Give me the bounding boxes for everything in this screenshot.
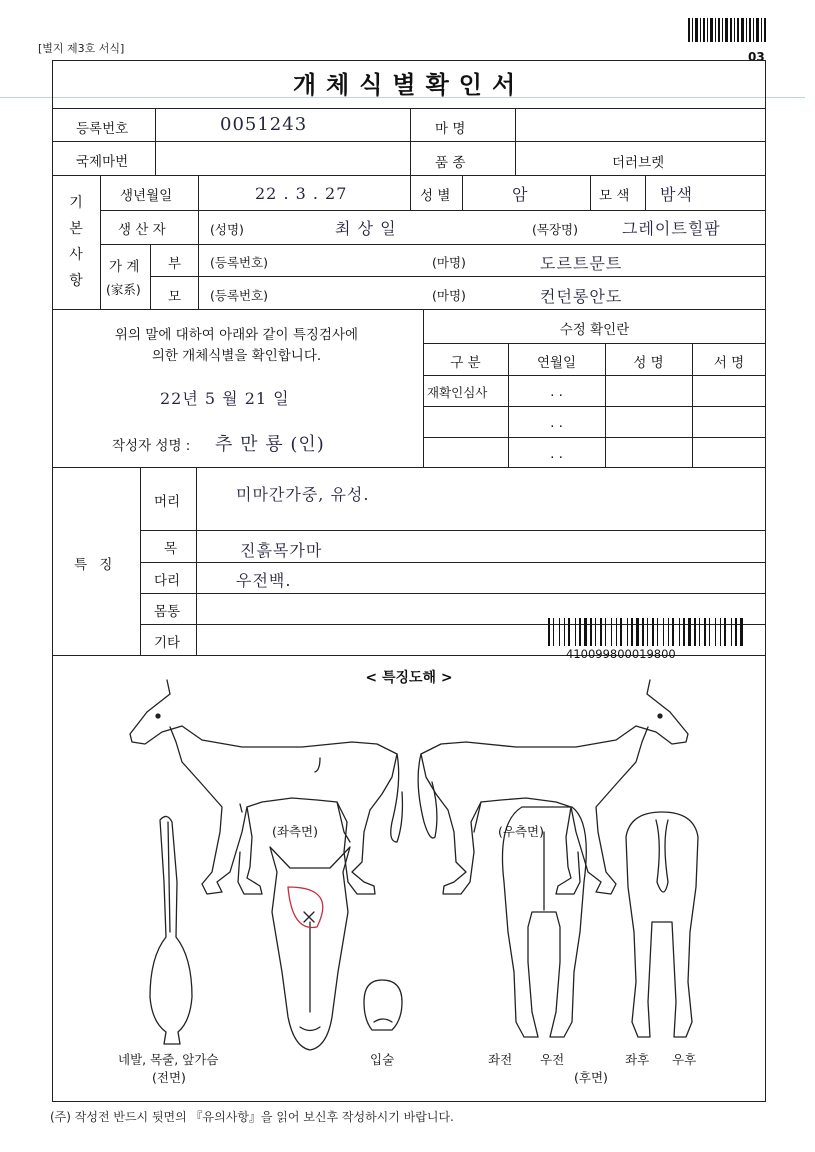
basic-section-label: 기 본 사 항 [69, 195, 83, 289]
producer-name-label: (성명) [210, 222, 244, 237]
reg-no-label: 등록번호 [76, 121, 129, 137]
producer-label: 생 산 자 [118, 222, 166, 238]
diagram-title: < 특징도해 > [365, 670, 453, 686]
col-sign: 서 명 [713, 355, 745, 371]
sire-label: 부 [168, 256, 182, 272]
confirmation-date[interactable]: 22년 5 월 21 일 [160, 389, 290, 408]
horse-name-label: 마 명 [435, 121, 466, 137]
pedigree-label: 가 계 [109, 259, 140, 275]
rule [196, 467, 197, 655]
sire-name-value[interactable]: 도르트문트 [540, 254, 623, 273]
farm-label: (목장명) [532, 222, 578, 237]
dam-label: 모 [168, 289, 182, 305]
sire-reg-label: (등록번호) [210, 255, 269, 270]
hind-view-drawing [626, 812, 698, 1037]
hind-right-label: 우후 [672, 1052, 697, 1067]
rule [198, 210, 199, 244]
rule [52, 309, 766, 310]
reinspection-label: 재확인심사 [427, 385, 488, 400]
rule [423, 437, 766, 438]
revision-date-1[interactable]: . . [550, 384, 563, 400]
rule [515, 108, 516, 175]
producer-name-value[interactable]: 최 상 일 [335, 219, 397, 238]
rule [410, 175, 411, 210]
rule [462, 175, 463, 210]
neck-label: 목 [164, 541, 178, 557]
document-title: 개체식별확인서 [292, 71, 526, 99]
front-label: (전면) [152, 1070, 186, 1085]
revision-title: 수정 확인란 [559, 322, 630, 338]
sex-label: 성 별 [420, 188, 451, 204]
color-label: 모 색 [599, 188, 630, 204]
birth-value[interactable]: 22 . 3 . 27 [255, 184, 348, 203]
rule [140, 593, 766, 594]
color-value[interactable]: 밤색 [660, 185, 693, 204]
farm-value[interactable]: 그레이트힐팜 [622, 219, 721, 238]
head-front-drawing [270, 847, 350, 1050]
sex-value[interactable]: 암 [512, 185, 529, 204]
right-side-label: (우측면) [498, 824, 544, 839]
form-barcode [548, 618, 748, 646]
front-parts-label: 네발, 목줄, 앞가슴 [118, 1052, 219, 1067]
lips-drawing [364, 980, 402, 1030]
rule [423, 343, 766, 344]
col-name: 성 명 [633, 355, 664, 371]
rule [52, 108, 766, 109]
head-value[interactable]: 미마간가중, 유성. [236, 485, 370, 504]
rule [410, 108, 411, 175]
rule [52, 467, 766, 468]
page-number: 03 [748, 50, 765, 64]
rule [52, 175, 766, 176]
author-label: 작성자 성명 : [112, 438, 191, 454]
rule [198, 175, 199, 210]
front-right-label: 우전 [540, 1052, 565, 1067]
legs-label: 다리 [154, 573, 181, 589]
rule [52, 141, 766, 142]
statement-line-1: 위의 말에 대하여 아래와 같이 특징검사에 [114, 327, 359, 343]
footer-note: (주) 작성전 반드시 뒷면의 『유의사항』을 읽어 보신후 작성하시기 바랍니다. [50, 1110, 454, 1124]
body-label: 몸통 [154, 604, 181, 620]
neck-front-drawing [150, 816, 192, 1044]
col-date: 연월일 [536, 355, 577, 371]
reg-no-value[interactable]: 0051243 [220, 114, 308, 135]
head-label: 머리 [154, 494, 181, 510]
neck-value[interactable]: 진흙목가마 [240, 541, 323, 560]
rule [140, 530, 766, 531]
rule [645, 175, 646, 210]
author-value[interactable]: 추 만 룡 (인) [215, 434, 325, 455]
revision-date-2[interactable]: . . [550, 415, 563, 431]
horse-right-side-drawing [418, 680, 688, 894]
rule [150, 244, 151, 309]
intl-name-label: 국제마번 [76, 154, 129, 170]
rule [590, 175, 591, 210]
top-barcode [688, 18, 766, 42]
rule [140, 467, 141, 655]
front-legs-drawing [502, 807, 586, 1037]
statement-line-2: 의한 개체식별을 확인합니다. [151, 348, 322, 364]
rule [423, 375, 766, 376]
dam-name-value[interactable]: 컨던롱안도 [540, 287, 623, 306]
rule [140, 562, 766, 563]
left-side-label: (좌측면) [272, 824, 318, 839]
pedigree-hanja: (家系) [106, 282, 141, 297]
lips-label: 입술 [370, 1052, 395, 1067]
col-type: 구 분 [450, 355, 481, 371]
rule [100, 175, 101, 309]
rule [100, 210, 766, 211]
horse-diagram [52, 672, 766, 1102]
front-left-label: 좌전 [488, 1052, 513, 1067]
horse-left-side-drawing [130, 680, 402, 894]
barcode-number: 410099800019800 [566, 647, 676, 661]
rule [100, 244, 766, 245]
features-section-label: 특 징 [74, 557, 117, 573]
rear-label: (후면) [574, 1070, 608, 1085]
rule [150, 276, 766, 277]
form-code: [별지 제3호 서식] [38, 42, 125, 55]
breed-label: 품 종 [435, 155, 466, 171]
rule [198, 244, 199, 309]
rule [423, 406, 766, 407]
birth-label: 생년월일 [120, 188, 173, 204]
sire-name-label: (마명) [432, 255, 466, 270]
hind-left-label: 좌후 [625, 1052, 650, 1067]
rule [155, 108, 156, 175]
legs-value[interactable]: 우전백. [236, 571, 292, 590]
revision-date-3[interactable]: . . [550, 446, 563, 462]
dam-name-label: (마명) [432, 288, 466, 303]
etc-label: 기타 [154, 635, 181, 651]
breed-value: 더러브렛 [612, 155, 665, 171]
dam-reg-label: (등록번호) [210, 288, 269, 303]
